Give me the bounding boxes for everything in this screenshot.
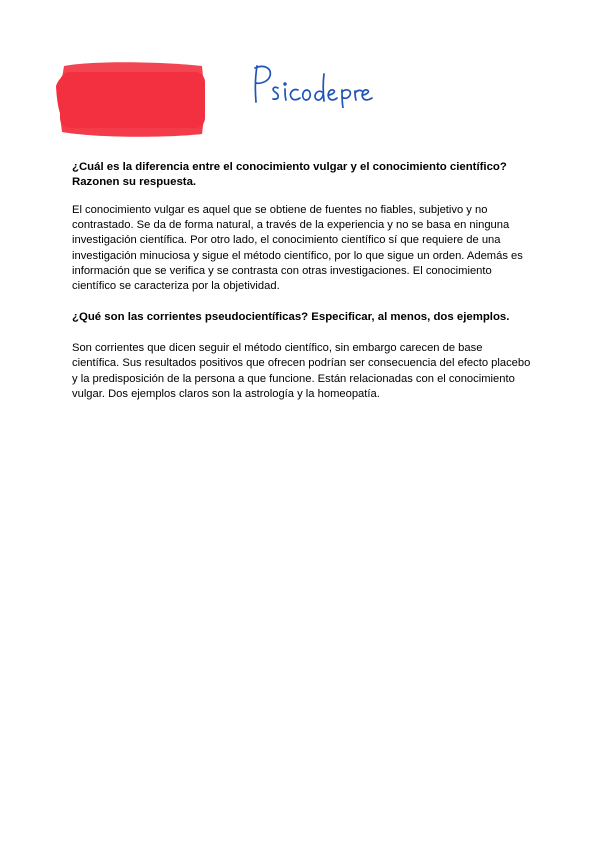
redaction-mark	[56, 56, 206, 138]
handwritten-title	[250, 62, 380, 108]
question-1: ¿Cuál es la diferencia entre el conocimiento vulgar y el conocimiento científico? Razonen su respuesta.	[72, 161, 507, 188]
answer-1: El conocimiento vulgar es aquel que se obtiene de fuentes no fiables, subjetivo y no contrastado. Se da de forma natural, a través de la experiencia y no se basa en ninguna investigación científica. Por otro lado, el conocimiento científico sí que requiere de una investigación minuciosa y sigue el método científico, por lo que sigue un orden. Además es información que se verifica y se contrasta con otras investigaciones. El conocimiento científico se caracteriza por la objetividad.	[72, 204, 523, 293]
document-body	[72, 160, 532, 402]
question-2: ¿Qué son las corrientes pseudocientíficas? Especificar, al menos, dos ejemplos.	[72, 311, 510, 324]
answer-2: Son corrientes que dicen seguir el método científico, sin embargo carecen de base científica. Sus resultados positivos que ofrecen podrían ser consecuencia del efecto placebo y la predisposición de la persona a que funcione. Están relacionadas con el conocimiento vulgar. Dos ejemplos claros son la astrología y la homeopatía.	[72, 342, 531, 400]
